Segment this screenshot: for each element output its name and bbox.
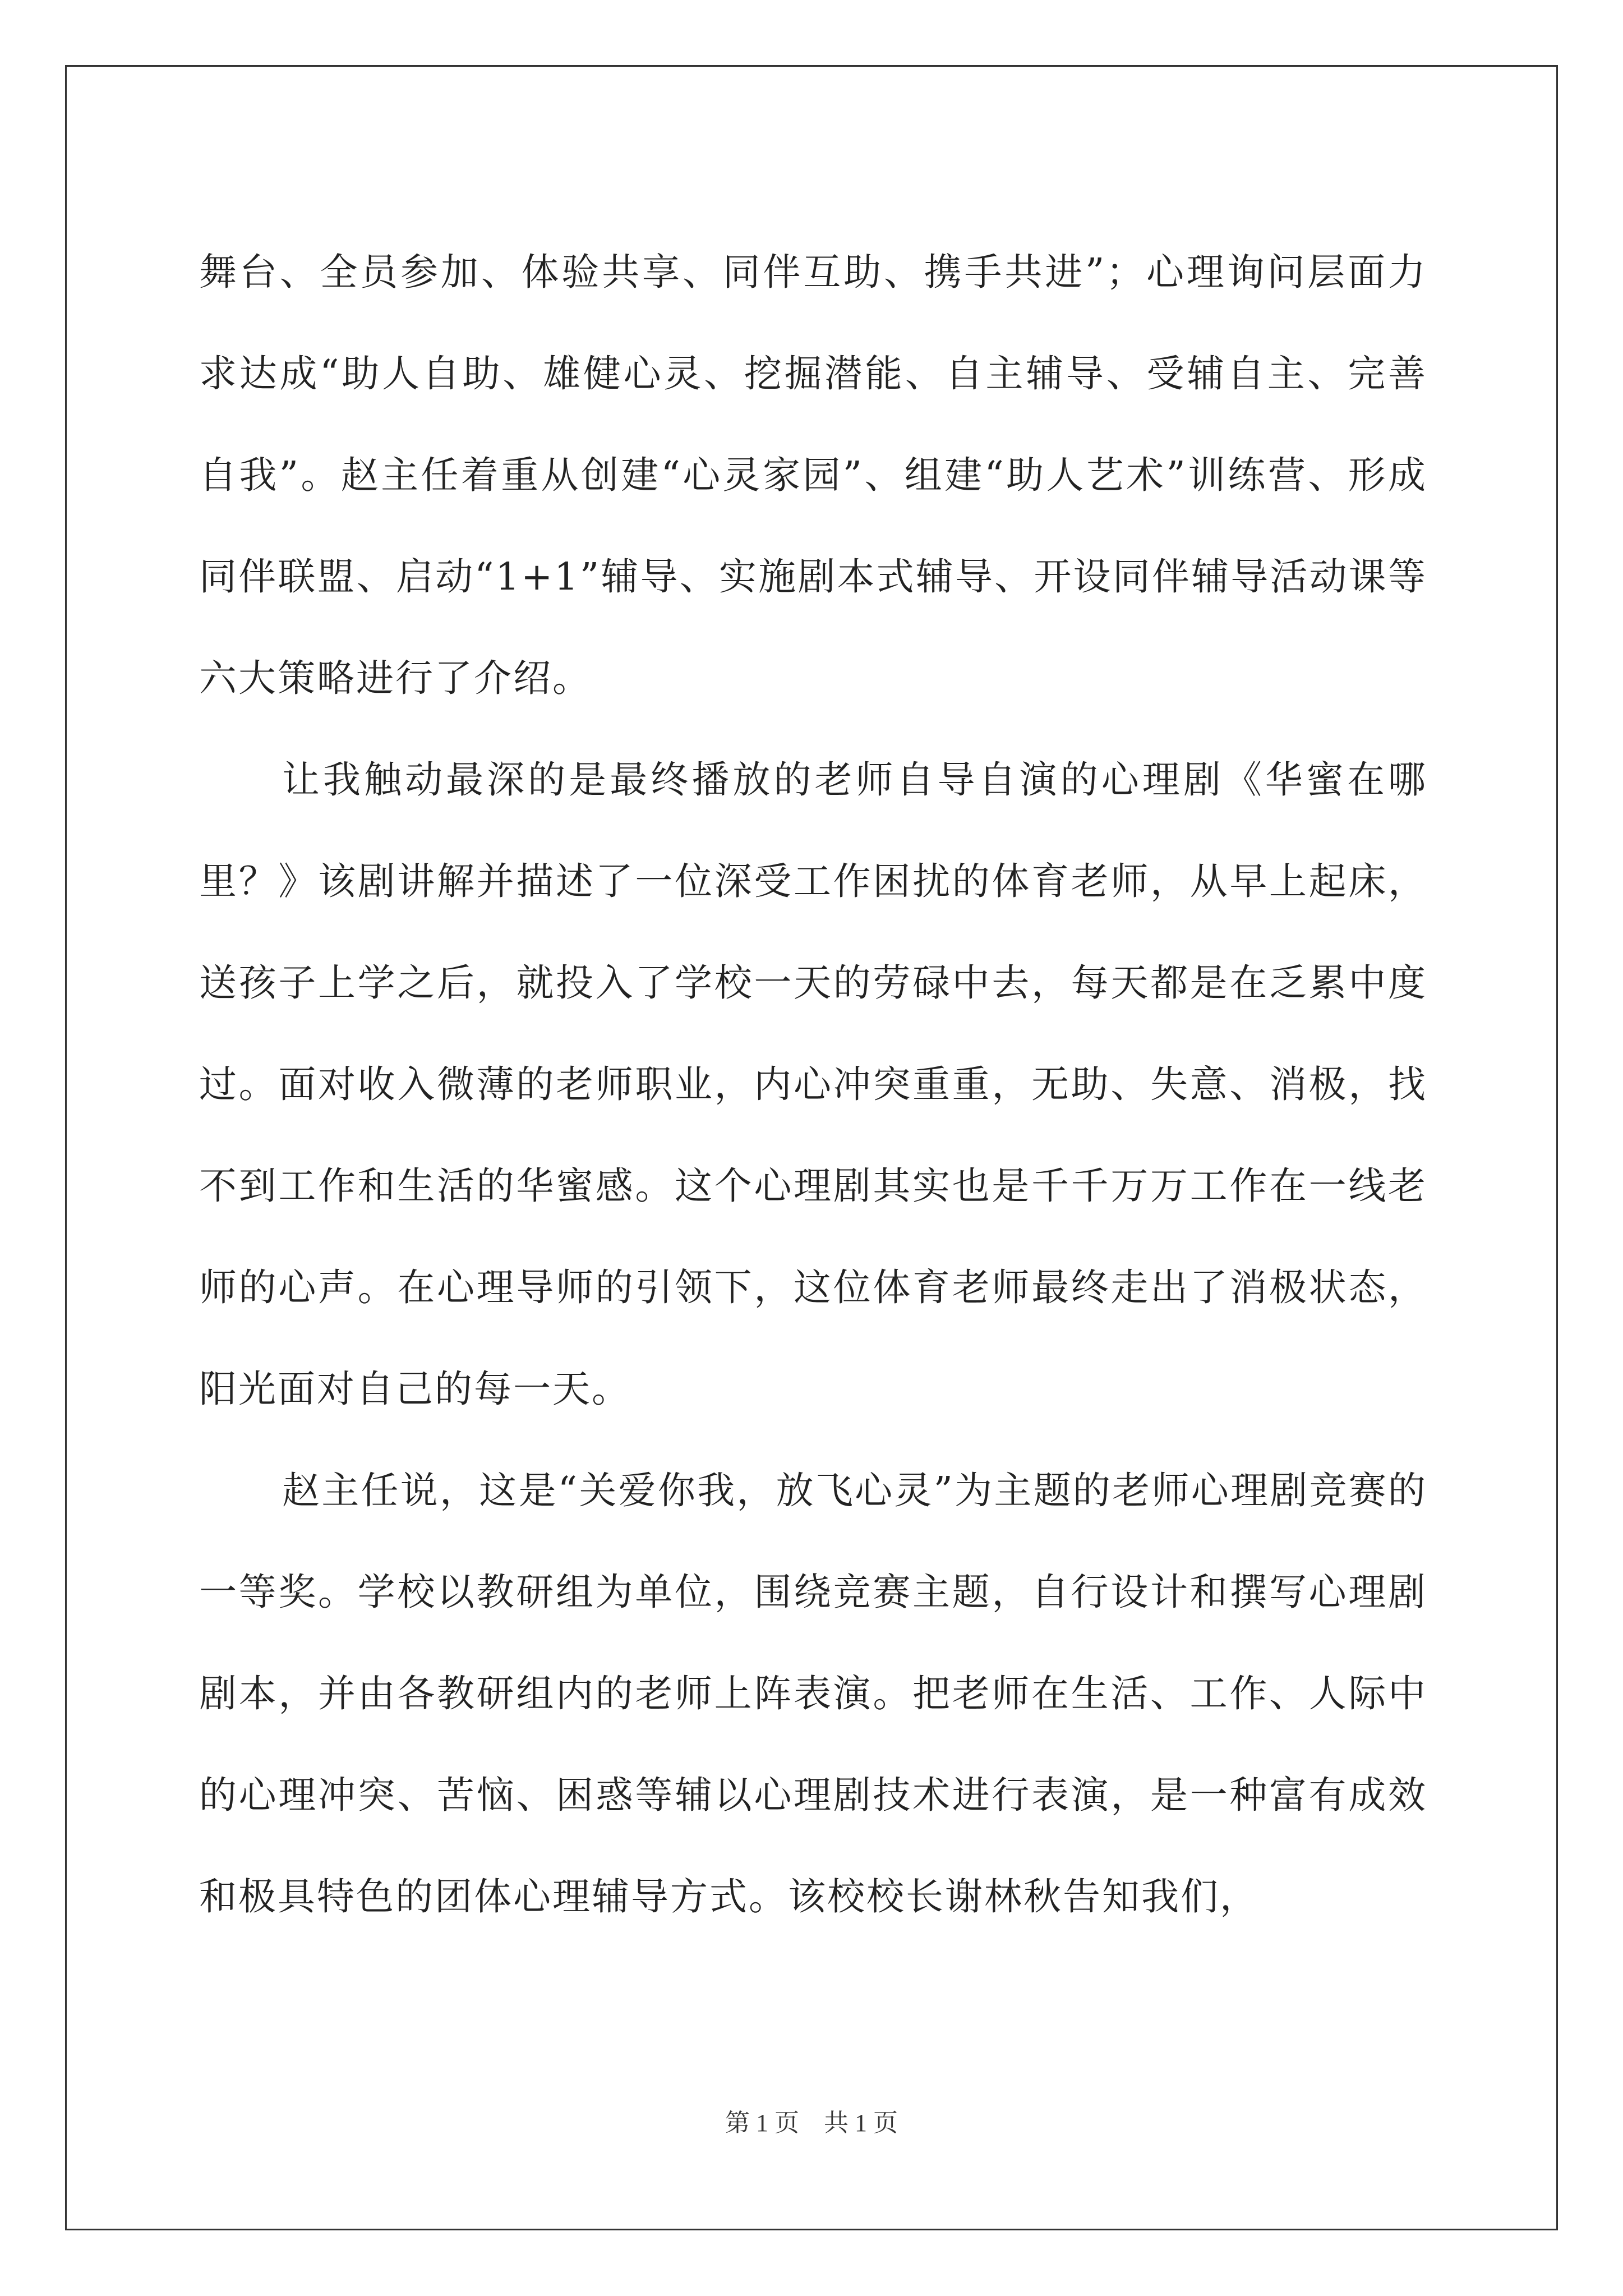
paragraph-continued: 舞台、全员参加、体验共享、同伴互助、携手共进”；心理询问层面力求达成“助人自助、雄健心灵、挖掘潜能、自主辅导、受辅自主、完善自我”。赵主任着重从创建“心灵家园”、组建“助人艺术”训练营、形成同伴联盟、启动“1+1”辅导、实施剧本式辅导、开设同伴辅导活动课等六大策略进行了介绍。 — [199, 250, 1427, 700]
document-body — [199, 222, 1427, 1948]
paragraph-competition: 赵主任说，这是“关爱你我，放飞心灵”为主题的老师心理剧竞赛的一等奖。学校以教研组为单位，围绕竞赛主题，自行设计和撰写心理剧剧本，并由各教研组内的老师上阵表演。把老师在生活、工作、人际中的心理冲突、苦恼、困惑等辅以心理剧技术进行表演，是一种富有成效和极具特色的团体心理辅导方式。该校校长谢林秋告知我们， — [199, 1469, 1427, 1918]
paragraph-psych-drama: 让我触动最深的是最终播放的老师自导自演的心理剧《华蜜在哪里？》该剧讲解并描述了一位深受工作困扰的体育老师，从早上起床，送孩子上学之后，就投入了学校一天的劳碌中去，每天都是在乏累中度过。面对收入微薄的老师职业，内心冲突重重，无助、失意、消极，找不到工作和生活的华蜜感。这个心理剧其实也是千千万万工作在一线老师的心声。在心理导师的引领下，这位体育老师最终走出了消极状态，阳光面对自己的每一天。 — [199, 758, 1427, 1411]
page-footer: 第 1 页 共 1 页 — [725, 2109, 898, 2137]
